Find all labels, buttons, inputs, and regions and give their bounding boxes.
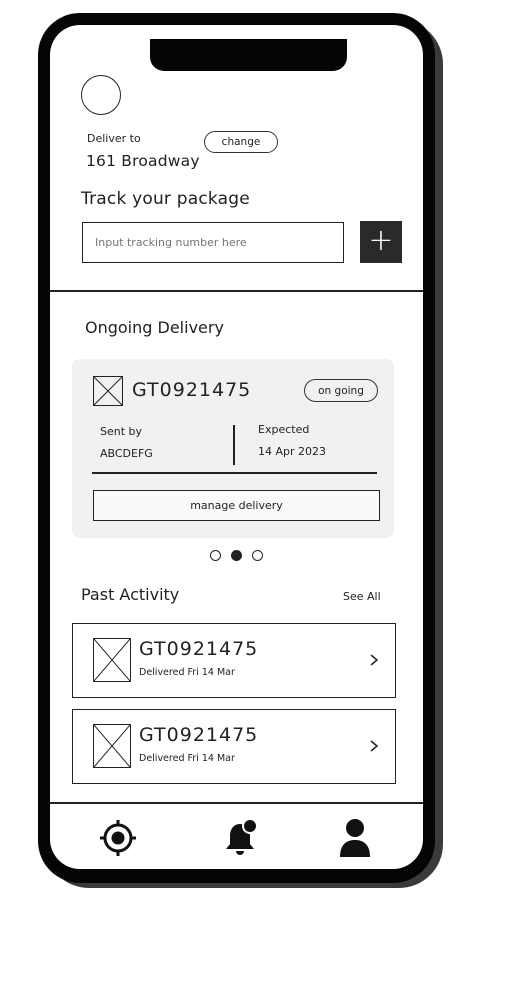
chevron-right-icon [367,652,381,668]
card-divider [92,472,377,474]
avatar[interactable] [81,75,121,115]
nav-notifications-button[interactable] [221,818,261,858]
nav-divider [50,802,423,804]
page-title: Track your package [81,189,250,209]
add-tracking-button[interactable] [360,221,402,263]
delivery-address: 161 Broadway [86,152,200,170]
notification-bell-icon [221,818,261,858]
nav-profile-button[interactable] [335,818,375,858]
past-activity-title: Past Activity [81,585,180,604]
vertical-divider [233,425,235,465]
manage-delivery-button[interactable]: manage delivery [93,490,380,521]
carousel-dot-active[interactable] [231,550,242,561]
deliver-to-label: Deliver to [87,132,141,145]
delivery-status: Delivered Fri 14 Mar [139,753,235,764]
ongoing-delivery-card[interactable] [72,359,394,538]
ongoing-delivery-title: Ongoing Delivery [85,318,224,337]
carousel-pagination [210,549,270,563]
expected-label: Expected [258,423,310,436]
tracking-number-input[interactable] [82,222,344,263]
sent-by-value: ABCDEFG [100,447,153,460]
plus-icon: + [368,223,394,258]
see-all-link[interactable]: See All [343,590,381,603]
sent-by-label: Sent by [100,425,143,438]
section-divider [50,290,423,292]
tracking-id: GT0921475 [139,638,259,660]
tracking-id: GT0921475 [139,724,259,746]
phone-notch [150,39,347,71]
nav-track-button[interactable] [98,818,138,858]
carousel-dot[interactable] [210,550,221,561]
profile-icon [337,818,373,858]
package-image-placeholder-icon [93,724,131,768]
delivery-status: Delivered Fri 14 Mar [139,667,235,678]
change-address-button[interactable]: change [204,131,278,153]
locate-icon [99,819,137,857]
expected-date: 14 Apr 2023 [258,445,327,458]
tracking-id: GT0921475 [132,379,252,401]
status-badge: on going [304,379,378,402]
past-activity-item[interactable] [72,623,396,698]
package-image-placeholder-icon [93,638,131,682]
app-screen [50,25,423,869]
package-image-placeholder-icon [93,376,123,406]
carousel-dot[interactable] [252,550,263,561]
past-activity-item[interactable] [72,709,396,784]
phone-frame [38,13,435,883]
chevron-right-icon [367,738,381,754]
